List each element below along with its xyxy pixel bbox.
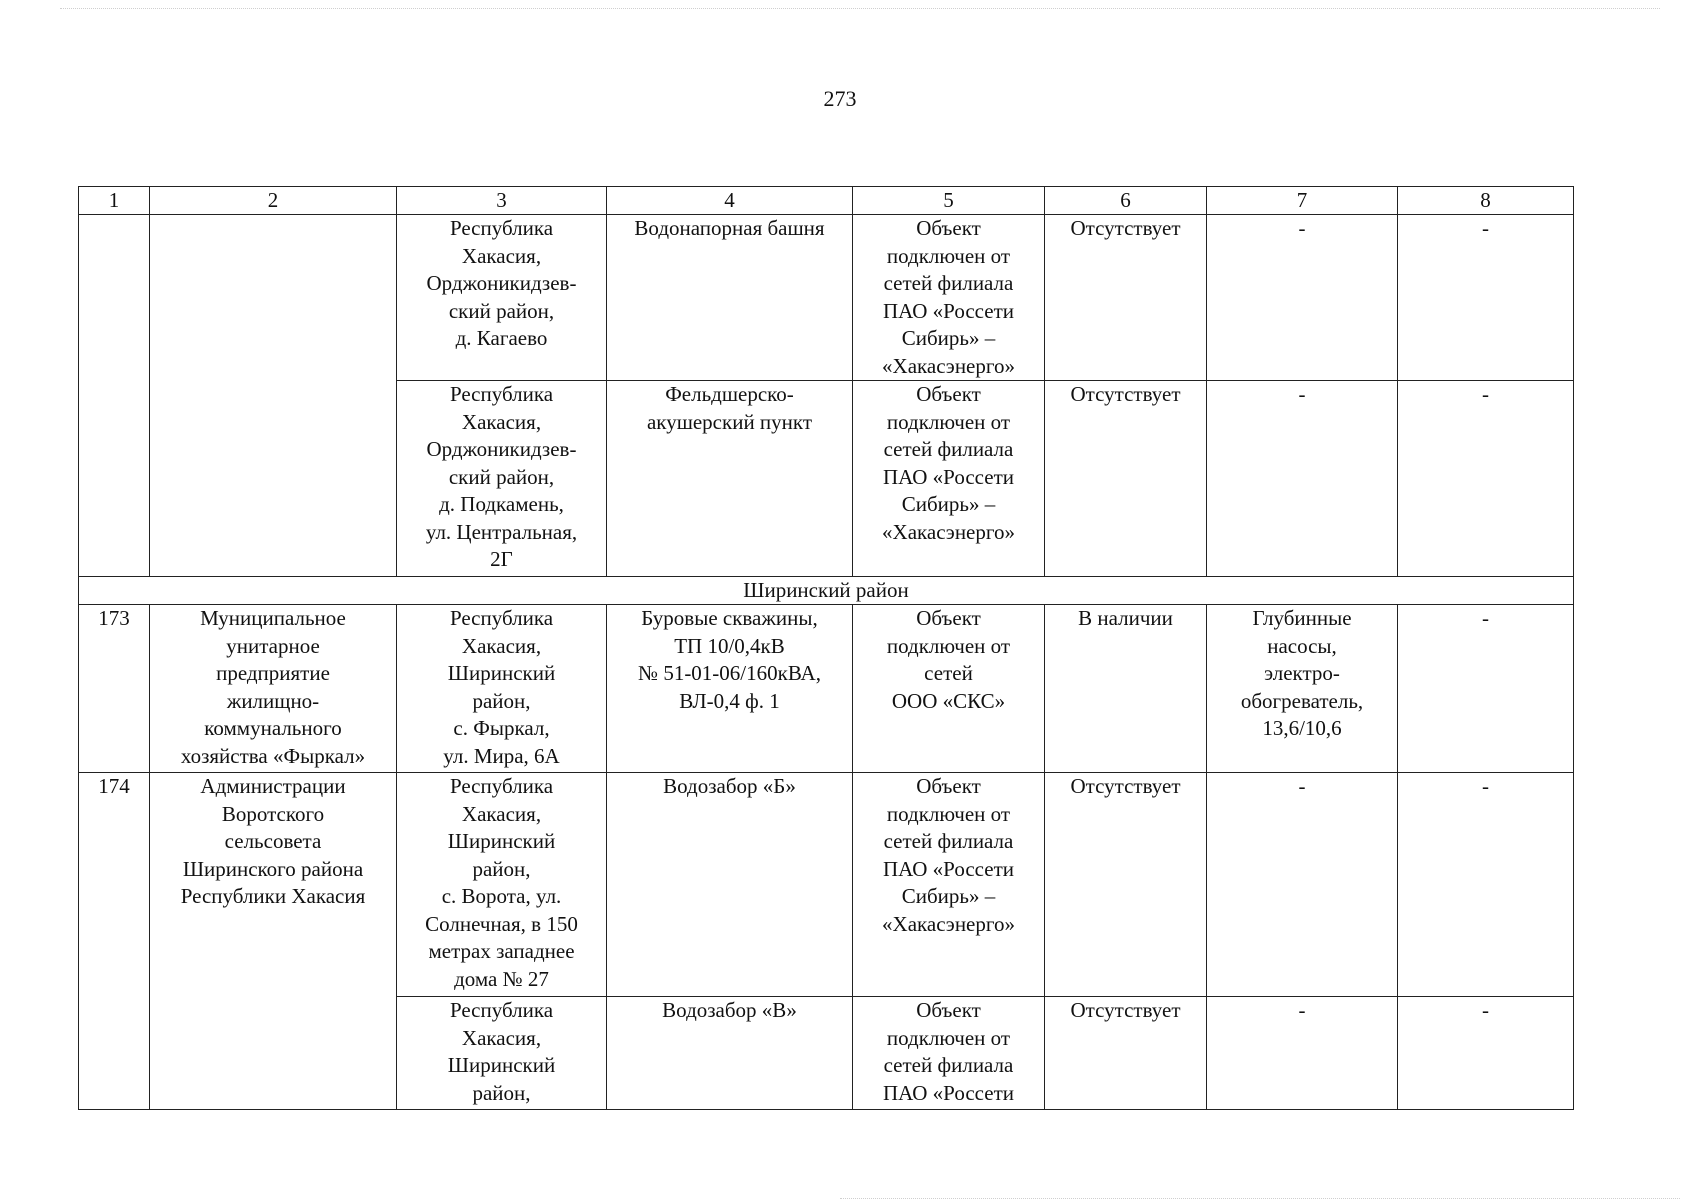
scan-noise-top bbox=[60, 8, 1660, 9]
notes-cell: - bbox=[1398, 215, 1574, 381]
table-row bbox=[79, 605, 1574, 773]
scan-noise-bottom bbox=[840, 1198, 1680, 1199]
equipment-cell: - bbox=[1207, 381, 1398, 577]
column-header: 4 bbox=[607, 187, 853, 215]
notes-cell: - bbox=[1398, 997, 1574, 1110]
row-number-cell bbox=[79, 215, 150, 577]
table-header-row bbox=[79, 187, 1574, 215]
equipment-cell: - bbox=[1207, 997, 1398, 1110]
row-number-cell: 173 bbox=[79, 605, 150, 773]
section-row bbox=[79, 577, 1574, 605]
table-row bbox=[79, 773, 1574, 997]
column-header: 5 bbox=[853, 187, 1045, 215]
address-cell: Республика Хакасия, Ширинский район, с. Ворота, ул. Солнечная, в 150 метрах западнее дома № 27 bbox=[397, 773, 607, 997]
connection-cell: Объект подключен от сетей филиала ПАО «Россети Сибирь» – «Хакасэнерго» bbox=[853, 215, 1045, 381]
reserve-source-cell: Отсутствует bbox=[1045, 381, 1207, 577]
object-cell: Буровые скважины, ТП 10/0,4кВ № 51-01-06/160кВА, ВЛ-0,4 ф. 1 bbox=[607, 605, 853, 773]
equipment-cell: - bbox=[1207, 215, 1398, 381]
object-cell: Фельдшерско- акушерский пункт bbox=[607, 381, 853, 577]
object-cell: Водозабор «Б» bbox=[607, 773, 853, 997]
object-cell: Водонапорная башня bbox=[607, 215, 853, 381]
equipment-cell: - bbox=[1207, 773, 1398, 997]
address-cell: Республика Хакасия, Орджоникидзев- ский район, д. Кагаево bbox=[397, 215, 607, 381]
organization-cell: Администрации Воротского сельсовета Ширинского района Республики Хакасия bbox=[150, 773, 397, 1110]
column-header: 7 bbox=[1207, 187, 1398, 215]
reserve-source-cell: Отсутствует bbox=[1045, 997, 1207, 1110]
notes-cell: - bbox=[1398, 381, 1574, 577]
reserve-source-cell: Отсутствует bbox=[1045, 773, 1207, 997]
reserve-source-cell: В наличии bbox=[1045, 605, 1207, 773]
data-table bbox=[78, 186, 1574, 1110]
address-cell: Республика Хакасия, Орджоникидзев- ский район, д. Подкамень, ул. Центральная, 2Г bbox=[397, 381, 607, 577]
column-header: 1 bbox=[79, 187, 150, 215]
connection-cell: Объект подключен от сетей филиала ПАО «Россети Сибирь» – «Хакасэнерго» bbox=[853, 773, 1045, 997]
table-row bbox=[79, 215, 1574, 381]
notes-cell: - bbox=[1398, 605, 1574, 773]
organization-cell bbox=[150, 215, 397, 577]
column-header: 8 bbox=[1398, 187, 1574, 215]
notes-cell: - bbox=[1398, 773, 1574, 997]
object-cell: Водозабор «В» bbox=[607, 997, 853, 1110]
section-heading: Ширинский район bbox=[79, 577, 1574, 605]
connection-cell: Объект подключен от сетей филиала ПАО «Россети Сибирь» – «Хакасэнерго» bbox=[853, 381, 1045, 577]
column-header: 3 bbox=[397, 187, 607, 215]
reserve-source-cell: Отсутствует bbox=[1045, 215, 1207, 381]
page-number: 273 bbox=[823, 86, 857, 111]
connection-cell: Объект подключен от сетей филиала ПАО «Россети bbox=[853, 997, 1045, 1110]
address-cell: Республика Хакасия, Ширинский район, с. Фыркал, ул. Мира, 6А bbox=[397, 605, 607, 773]
row-number-cell: 174 bbox=[79, 773, 150, 1110]
address-cell: Республика Хакасия, Ширинский район, bbox=[397, 997, 607, 1110]
organization-cell: Муниципальное унитарное предприятие жилищно- коммунального хозяйства «Фыркал» bbox=[150, 605, 397, 773]
connection-cell: Объект подключен от сетей ООО «СКС» bbox=[853, 605, 1045, 773]
column-header: 2 bbox=[150, 187, 397, 215]
column-header: 6 bbox=[1045, 187, 1207, 215]
equipment-cell: Глубинные насосы, электро- обогреватель, 13,6/10,6 bbox=[1207, 605, 1398, 773]
